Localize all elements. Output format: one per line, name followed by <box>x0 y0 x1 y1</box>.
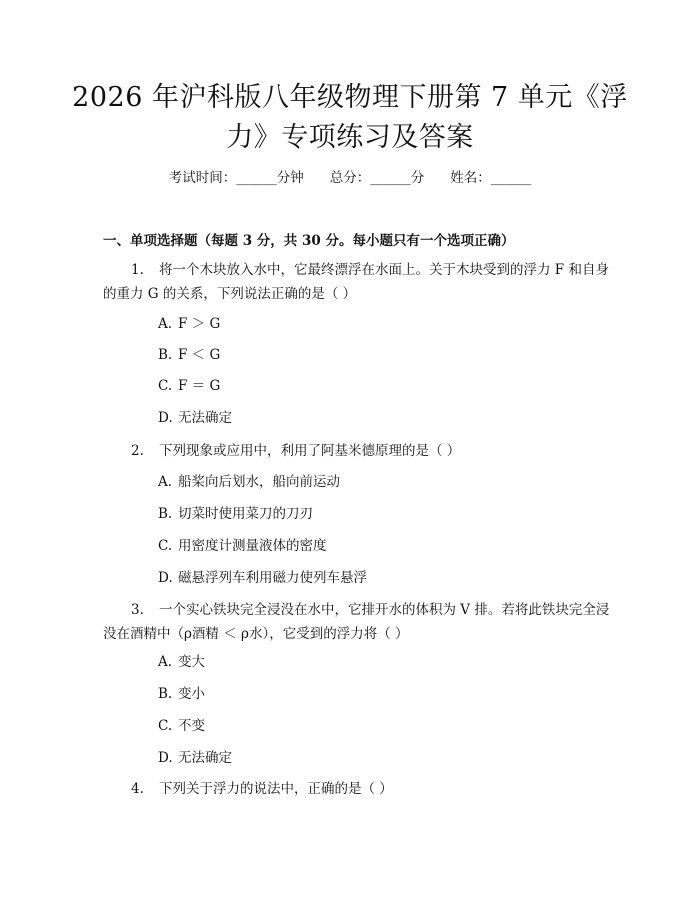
question-1 <box>103 258 613 306</box>
option-letter: D. <box>158 570 173 586</box>
question-text: 一个实心铁块完全浸没在水中，它排开水的体积为 V 排。若将此铁块完全浸没在酒精中（ρ酒精 ＜ ρ水），它受到的浮力将（ ） <box>103 602 610 642</box>
question-3 <box>103 598 613 646</box>
question-text: 下列关于浮力的说法中，正确的是（ ） <box>159 781 393 797</box>
exam-meta-line <box>0 168 700 188</box>
option-text: 用密度计测量液体的密度 <box>178 538 327 554</box>
exam-time-field: 考试时间：______分钟 <box>168 170 304 186</box>
option-text: 船桨向后划水，船向前运动 <box>178 474 340 490</box>
option-letter: A. <box>158 316 173 332</box>
option-letter: D. <box>158 410 173 426</box>
question-text: 下列现象或应用中，利用了阿基米德原理的是（ ） <box>159 443 461 459</box>
option-letter: D. <box>158 750 173 766</box>
option-1a <box>158 314 220 334</box>
question-number: 3. <box>131 602 144 618</box>
option-1d <box>158 408 232 428</box>
question-text: 将一个木块放入水中，它最终漂浮在水面上。关于木块受到的浮力 F 和自身的重力 G 的关系，下列说法正确的是（ ） <box>103 262 609 302</box>
option-letter: C. <box>158 718 173 734</box>
option-3b <box>158 684 205 704</box>
option-2d <box>158 568 367 588</box>
page-title: 2026 年沪科版八年级物理下册第 7 单元《浮力》专项练习及答案 <box>72 82 628 153</box>
option-text: 切菜时使用菜刀的刀刃 <box>178 506 313 522</box>
option-letter: C. <box>158 378 173 394</box>
option-3a <box>158 652 205 672</box>
student-name-field: 姓名：______ <box>450 170 532 186</box>
option-text: 不变 <box>178 718 205 734</box>
option-letter: B. <box>158 506 173 522</box>
option-letter: C. <box>158 538 173 554</box>
option-2c <box>158 536 327 556</box>
option-letter: A. <box>158 474 173 490</box>
question-number: 2. <box>131 443 144 459</box>
option-3c <box>158 716 205 736</box>
option-letter: B. <box>158 347 173 363</box>
option-text: 变小 <box>178 686 205 702</box>
question-4 <box>103 777 613 801</box>
option-text: 磁悬浮列车利用磁力使列车悬浮 <box>178 570 367 586</box>
option-text: 无法确定 <box>178 410 232 426</box>
option-1c <box>158 376 220 396</box>
question-number: 4. <box>131 781 144 797</box>
section-heading: 一、单项选择题（每题 3 分，共 30 分。每小题只有一个选项正确） <box>103 233 515 249</box>
option-text: 变大 <box>178 654 205 670</box>
option-letter: A. <box>158 654 173 670</box>
question-number: 1. <box>131 262 144 278</box>
option-letter: B. <box>158 686 173 702</box>
option-2a <box>158 472 340 492</box>
option-text: F ＜ G <box>178 347 221 363</box>
option-text: F ＞ G <box>178 316 221 332</box>
question-2 <box>103 439 613 463</box>
option-text: F ＝ G <box>178 378 221 394</box>
total-score-field: 总分：______分 <box>329 170 425 186</box>
option-1b <box>158 345 220 365</box>
option-3d <box>158 748 232 768</box>
option-text: 无法确定 <box>178 750 232 766</box>
option-2b <box>158 504 313 524</box>
